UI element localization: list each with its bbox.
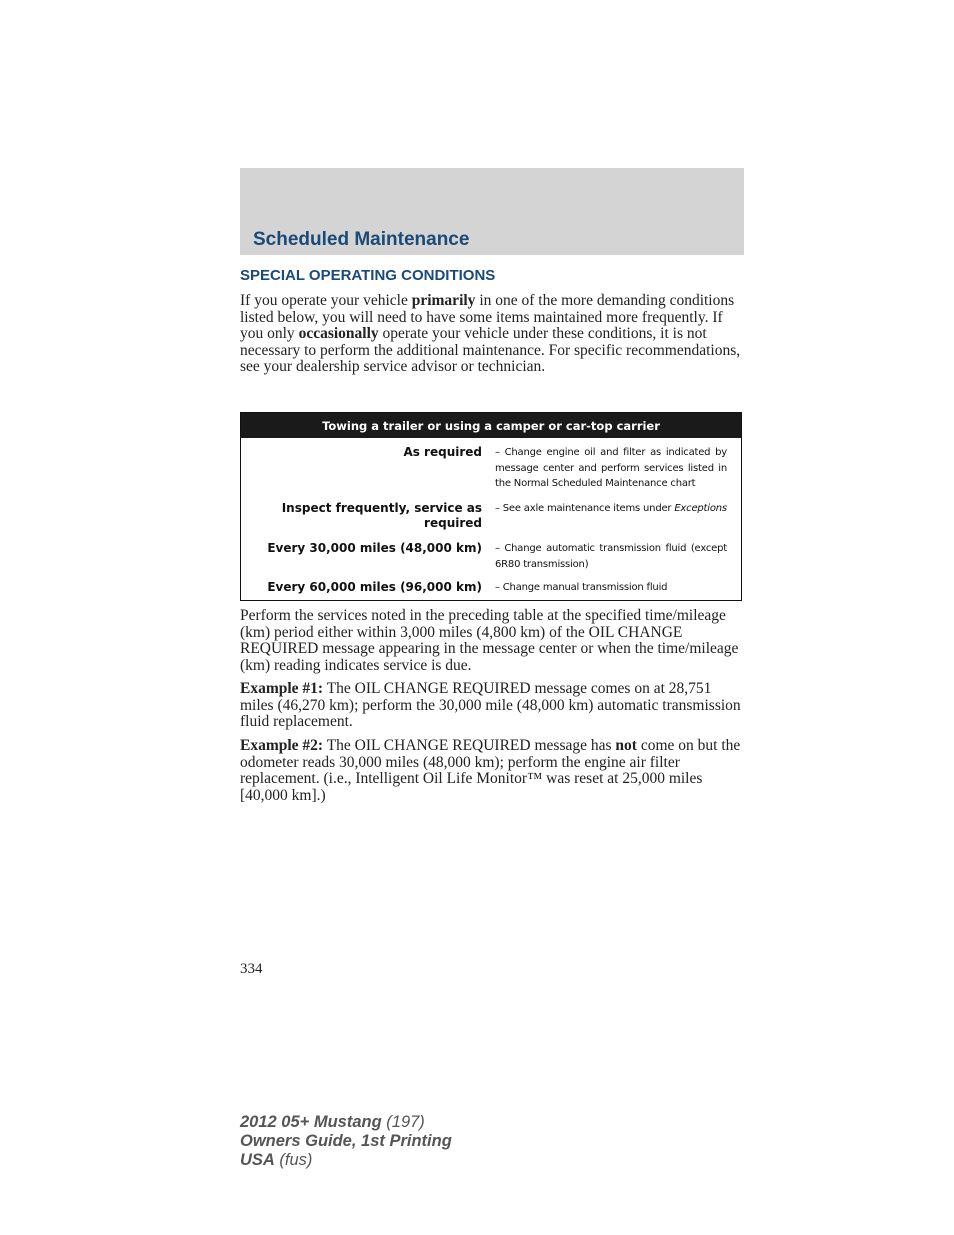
intro-bold-2: occasionally [298, 325, 379, 342]
footer-model: 2012 05+ Mustang [240, 1113, 382, 1131]
example-1-label: Example #1: [240, 680, 324, 697]
row-description: – Change automatic transmission fluid (except 6R80 transmission) [495, 543, 727, 570]
table-row [241, 541, 741, 572]
example-1-paragraph [240, 681, 745, 731]
document-footer [240, 1113, 452, 1170]
footer-line-3 [240, 1151, 452, 1170]
row-description-text: – See axle maintenance items under [495, 503, 675, 514]
example-2-text-1: The OIL CHANGE REQUIRED message has [323, 737, 616, 754]
example-2-bold: not [615, 737, 637, 754]
page-number: 334 [240, 961, 263, 977]
example-1-text: The OIL CHANGE REQUIRED message comes on at 28,751 miles (46,270 km); perform the 30,000 mile (48,000 km) automatic transmission fluid replacement. [240, 680, 741, 730]
perform-paragraph: Perform the services noted in the preceding table at the specified time/mileage (km) period either within 3,000 miles (4,800 km) of the OIL CHANGE REQUIRED message appearing in the message center or when the time/mileage (km) reading indicates service is due. [240, 607, 739, 674]
header-band [240, 168, 744, 255]
example-2-text-2: come on but the odometer reads 30,000 miles (48,000 km); perform the engine air filter replacement. (i.e., Intelligent Oil Life Monitor™ was reset at 25,000 miles [40,000 km].) [240, 737, 741, 804]
row-label: Inspect frequently, service as required [281, 501, 482, 530]
example-2-paragraph [240, 738, 745, 804]
intro-paragraph [240, 293, 745, 376]
intro-bold-1: primarily [411, 292, 476, 309]
intro-text-3: operate your vehicle under these conditions, it is not necessary to perform the additional maintenance. For specific recommendations, see your dealership service advisor or technician. [240, 325, 741, 375]
footer-line-2 [240, 1132, 452, 1151]
row-description-emphasis: Exceptions [674, 503, 727, 514]
footer-model-code: (197) [381, 1113, 425, 1131]
footer-line-1 [240, 1113, 452, 1132]
section-heading: SPECIAL OPERATING CONDITIONS [240, 267, 496, 284]
row-label: Every 60,000 miles (96,000 km) [267, 580, 482, 594]
row-label: Every 30,000 miles (48,000 km) [267, 541, 482, 555]
table-row [241, 580, 741, 596]
row-label: As required [403, 445, 482, 459]
footer-guide: Owners Guide, 1st Printing [240, 1132, 452, 1150]
table-title: Towing a trailer or using a camper or car-top carrier [241, 413, 741, 438]
intro-text-2: in one of the more demanding conditions listed below, you will need to have some items maintained more frequently. If you only [240, 292, 735, 342]
maintenance-table [240, 412, 742, 601]
row-description: – Change engine oil and filter as indicated by message center and perform services listed in the Normal Scheduled Maintenance chart [495, 447, 727, 489]
table-row [241, 445, 741, 492]
page-title: Scheduled Maintenance [253, 229, 470, 250]
footer-market: USA [240, 1151, 275, 1169]
footer-market-code: (fus) [274, 1151, 313, 1169]
example-2-label: Example #2: [240, 737, 324, 754]
intro-text-1: If you operate your vehicle [240, 292, 412, 309]
table-row [241, 501, 741, 531]
row-description [487, 501, 727, 531]
row-description: – Change manual transmission fluid [495, 582, 668, 593]
